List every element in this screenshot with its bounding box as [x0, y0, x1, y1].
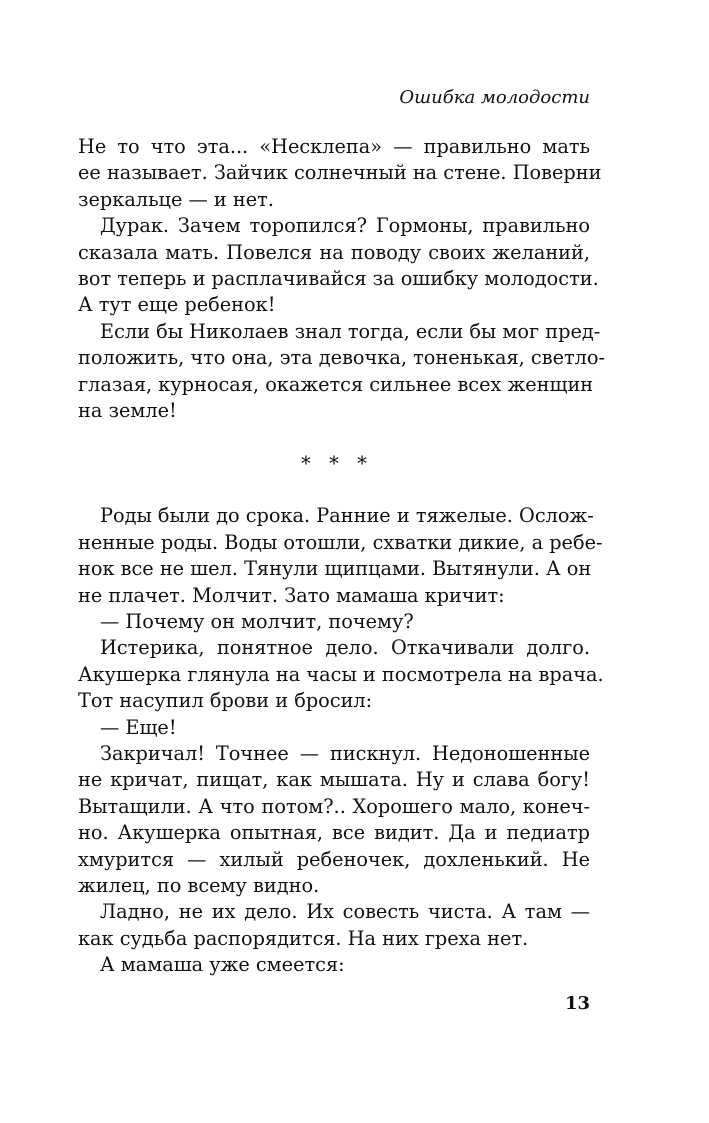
text-line: хмурится — хилый ребеночек, дохленький. Не	[78, 847, 590, 871]
text-line: ненные роды. Воды отошли, схватки дикие, а ребе-	[78, 530, 603, 554]
text-line: глазая, курносая, окажется сильнее всех женщин	[78, 372, 594, 396]
text-line: ее называет. Зайчик солнечный на стене. Поверни	[78, 161, 602, 185]
text-line: вот теперь и расплачивайся за ошибку молодости.	[78, 266, 599, 290]
text-line: А мамаша уже смеется:	[100, 953, 345, 977]
blank-line	[78, 424, 590, 450]
body-text	[78, 134, 606, 979]
dialogue-line: — Еще!	[100, 715, 177, 739]
text-line: Дурак. Зачем торопился? Гормоны, правильно	[100, 214, 590, 238]
text-line: но. Акушерка опытная, все видит. Да и педиатр	[78, 821, 590, 845]
text-line: нок все не шел. Тянули щипцами. Вытянули. А он	[78, 557, 592, 581]
text-line: Истерика, понятное дело. Откачивали долго.	[100, 636, 590, 660]
text-line: А тут еще ребенок!	[78, 293, 276, 317]
text-line: Если бы Николаев знал тогда, если бы мог пред-	[100, 319, 601, 343]
text-line: положить, что она, эта девочка, тоненькая, светло-	[78, 346, 606, 370]
text-line: Вытащили. А что потом?.. Хорошего мало, конеч-	[78, 794, 590, 818]
blank-line	[78, 477, 590, 503]
text-line: зеркальце — и нет.	[78, 187, 274, 211]
text-line: Ладно, не их дело. Их совесть чиста. А там —	[100, 900, 590, 924]
text-line: как судьба распорядится. На них греха нет.	[78, 926, 529, 950]
text-line: Роды были до срока. Ранние и тяжелые. Ослож-	[100, 504, 594, 528]
text-line: Не то что эта... «Несклепа» — правильно мать	[78, 135, 590, 158]
page-number: 13	[564, 993, 590, 1014]
section-break: * * *	[301, 451, 367, 475]
text-line: не плачет. Молчит. Зато мамаша кричит:	[78, 583, 505, 607]
text-line: Акушерка глянула на часы и посмотрела на врача.	[78, 662, 604, 686]
text-line: сказала мать. Повелся на поводу своих желаний,	[78, 240, 590, 264]
text-line: не кричат, пищат, как мышата. Ну и слава богу!	[78, 768, 590, 792]
running-header: Ошибка молодости	[399, 87, 590, 108]
text-line: жилец, по всему видно.	[78, 873, 320, 897]
text-line: на земле!	[78, 398, 177, 422]
text-line: Тот насупил брови и бросил:	[78, 689, 373, 713]
dialogue-line: — Почему он молчит, почему?	[100, 610, 414, 634]
text-line: Закричал! Точнее — пискнул. Недоношенные	[100, 741, 590, 765]
